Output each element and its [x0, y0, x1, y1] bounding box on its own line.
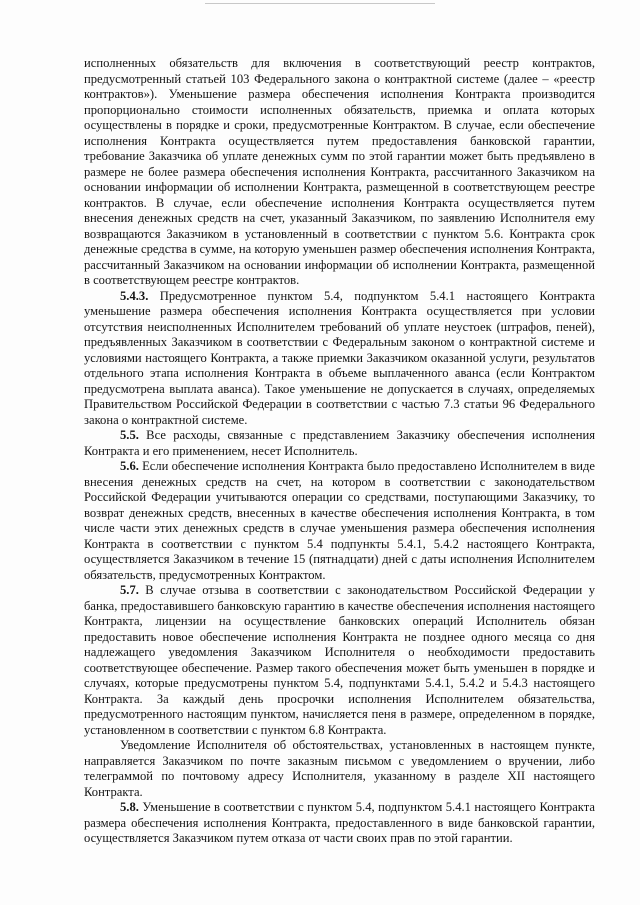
clause-text: В случае отзыва в соответствии с законодательством Российской Федерации у банка, предоставившего банковскую гарантию в качестве обеспечения исполнения настоящего Контракта, лицензии на осуществление банковских операций Исполнитель обязан предоставить новое обеспечение исполнения Контракта не позднее одного месяца со дня надлежащего уведомления Заказчиком Исполнителя о необходимости предоставить соответствующее обеспечение. Размер такого обеспечения может быть уменьшен в порядке и случаях, которые предусмотрены пунктом 5.4, подпунктами 5.4.1, 5.4.2 и 5.4.3 настоящего Контракта. За каждый день просрочки исполнения Исполнителем обязательства, предусмотренного настоящим пунктом, начисляется пеня в размере, определенном в порядке, установленном в соответствии с пунктом 6.8 Контракта. [84, 583, 595, 737]
page-top-edge-line [205, 3, 435, 4]
clause-number: 5.5. [120, 428, 139, 442]
clause-5-7 [84, 583, 595, 738]
clause-5-7-notice-paragraph [84, 738, 595, 800]
clause-text: Предусмотренное пунктом 5.4, подпунктом 5.4.1 настоящего Контракта уменьшение размера обеспечения исполнения Контракта осуществляется при условии отсутствия неисполненных Исполнителем требований об уплате неустоек (штрафов, пеней), предъявленных Заказчиком в соответствии с Федеральным законом о контрактной системе и условиями настоящего Контракта, а также приемки Заказчиком оказанной услуги, результатов отдельного этапа исполнения Контракта в объеме выплаченного аванса (если Контрактом предусмотрена выплата аванса). Такое уменьшение не допускается в случаях, определяемых Правительством Российской Федерации в соответствии с частью 7.3 статьи 96 Федерального закона о контрактной системе. [84, 288, 595, 427]
clause-number: 5.7. [120, 583, 139, 597]
clause-5-8 [84, 800, 595, 847]
paragraph-text: исполненных обязательств для включения в соответствующий реестр контрактов, предусмотренный статьей 103 Федерального закона о контрактной системе (далее – «реестр контрактов»). Уменьшение размера обеспечения исполнения Контракта производится пропорционально стоимости исполненных обязательств, приемка и оплата которых осуществлены в порядке и сроки, предусмотренные Контрактом. В случае, если обеспечение исполнения Контракта осуществляется путем предоставления банковской гарантии, требование Заказчика об уплате денежных сумм по этой гарантии может быть предъявлено в размере не более размера обеспечения исполнения Контракта, рассчитанного Заказчиком на основании информации об исполнении Контракта, размещенной в соответствующем реестре контрактов. В случае, если обеспечение исполнения Контракта осуществляется путем внесения денежных средств на счет, указанный Заказчиком, по заявлению Исполнителя ему возвращаются Заказчиком в установленный в соответствии с пунктом 5.6. Контракта срок денежные средства в сумме, на которую уменьшен размер обеспечения исполнения Контракта, рассчитанный Заказчиком на основании информации об исполнении Контракта, размещенной в соответствующем реестре контрактов. [84, 56, 595, 287]
clause-5-6 [84, 459, 595, 583]
clause-5-4-3 [84, 289, 595, 429]
paragraph-text: Уведомление Исполнителя об обстоятельствах, установленных в настоящем пункте, направляется Заказчиком по почте заказным письмом с уведомлением о вручении, либо телеграммой по почтовому адресу Исполнителя, указанному в разделе XII настоящего Контракта. [84, 738, 595, 799]
clause-number: 5.8. [120, 800, 139, 814]
clause-number: 5.6. [120, 459, 139, 473]
clause-text: Все расходы, связанные с представлением Заказчику обеспечения исполнения Контракта и его применением, несет Исполнитель. [84, 428, 595, 458]
contract-text-body [84, 56, 595, 847]
paragraph-continuation [84, 56, 595, 289]
clause-text: Уменьшение в соответствии с пунктом 5.4, подпунктом 5.4.1 настоящего Контракта размера обеспечения исполнения Контракта, предоставленного в виде банковской гарантии, осуществляется Заказчиком путем отказа от части своих прав по этой гарантии. [84, 800, 595, 845]
clause-5-5 [84, 428, 595, 459]
clause-text: Если обеспечение исполнения Контракта было предоставлено Исполнителем в виде внесения денежных средств на счет, на котором в соответствии с законодательством Российской Федерации учитываются операции со средствами, поступающими Заказчику, то возврат денежных средств, внесенных в качестве обеспечения исполнения Контракта, в том числе части этих денежных средств в случае уменьшения размера обеспечения исполнения Контракта в соответствии с пунктом 5.4 подпункты 5.4.1, 5.4.2 настоящего Контракта, осуществляется Заказчиком в течение 15 (пятнадцати) дней с даты исполнения Исполнителем обязательств, предусмотренных Контрактом. [84, 459, 595, 582]
clause-number: 5.4.3. [120, 288, 149, 303]
